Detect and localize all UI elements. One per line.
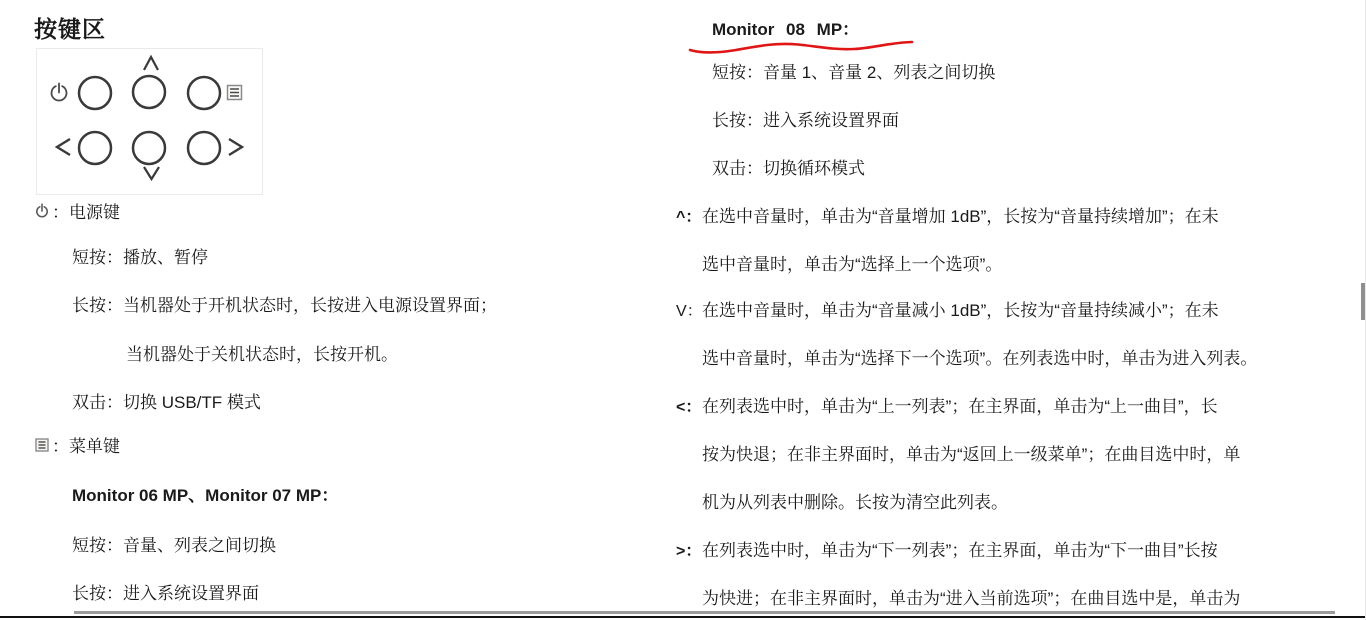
left-key-text-1: 在列表选中时，单击为“上一列表”；在主界面，单击为“上一曲目”，长 [702, 397, 1218, 416]
viewport-edge-line [0, 616, 1366, 618]
keypad-diagram [36, 48, 263, 195]
power-key-label: ：电源键 [52, 203, 120, 222]
right-key-line-2: 为快进；在非主界面时，单击为“进入当前选项”；在曲目选中是，单击为 [702, 589, 1241, 608]
up-key-marker: ^： [676, 209, 702, 226]
left-key-line-3: 机为从列表中删除。长按为清空此列表。 [702, 493, 1008, 512]
right-key-text-1: 在列表选中时，单击为“下一列表”；在主界面，单击为“下一曲目”长按 [702, 541, 1218, 560]
left-key-line-2: 按为快退；在非主界面时，单击为“返回上一级菜单”；在曲目选中时，单 [702, 445, 1241, 464]
power-long-press-2: 当机器处于关机状态时，长按开机。 [126, 345, 398, 364]
power-long-press-1: 长按：当机器处于开机状态时，长按进入电源设置界面； [72, 296, 497, 315]
menu-long-press: 长按：进入系统设置界面 [72, 584, 259, 603]
monitor-08-heading: Monitor 08 MP： [712, 20, 860, 39]
down-key-marker: V： [676, 303, 703, 320]
menu-button [188, 77, 220, 109]
power-double-click: 双击：切换 USB/TF 模式 [72, 393, 261, 412]
up-arrow-icon [144, 57, 158, 70]
m08-long-press: 长按：进入系统设置界面 [712, 111, 899, 130]
menu-short-press: 短按：音量、列表之间切换 [72, 536, 276, 555]
m08-double-click: 双击：切换循环模式 [712, 159, 865, 178]
down-arrow-icon [144, 167, 159, 179]
down-key-text-1: 在选中音量时，单击为“音量减小 1dB”，长按为“音量持续减小”；在未 [702, 301, 1219, 320]
up-key-line-1 [676, 206, 1219, 229]
right-key-marker: >： [676, 543, 702, 560]
right-button [188, 132, 220, 164]
power-icon [52, 84, 67, 101]
down-button [133, 132, 165, 164]
red-underline-annotation [688, 38, 916, 54]
menu-icon [228, 86, 242, 100]
page-title: 按键区 [34, 16, 106, 42]
left-key-line-1 [676, 396, 1218, 419]
menu-key-label: ：菜单键 [52, 437, 120, 456]
power-short-press: 短按：播放、暂停 [72, 248, 208, 267]
down-key-line-1 [676, 300, 1219, 323]
up-key-text-1: 在选中音量时，单击为“音量增加 1dB”，长按为“音量持续增加”；在未 [702, 207, 1219, 226]
page-bottom-rule [74, 611, 1335, 614]
power-button [79, 77, 111, 109]
power-icon [35, 202, 49, 220]
keypad-buttons [79, 76, 220, 164]
right-key-line-1 [676, 540, 1218, 563]
right-arrow-icon [229, 139, 242, 155]
m08-short-press: 短按：音量 1、音量 2、列表之间切换 [712, 63, 996, 82]
left-key-marker: <： [676, 399, 702, 416]
up-button [133, 76, 165, 108]
left-arrow-icon [57, 139, 70, 155]
scrollbar-thumb[interactable] [1361, 283, 1365, 320]
keypad-diagram-image [37, 49, 262, 194]
menu-icon [35, 438, 49, 452]
up-key-line-2: 选中音量时，单击为“选择上一个选项”。 [702, 255, 1003, 274]
left-button [79, 132, 111, 164]
down-key-line-2: 选中音量时，单击为“选择下一个选项”。在列表选中时，单击为进入列表。 [702, 349, 1258, 368]
monitor-06-07-heading: Monitor 06 MP、Monitor 07 MP： [72, 486, 339, 505]
